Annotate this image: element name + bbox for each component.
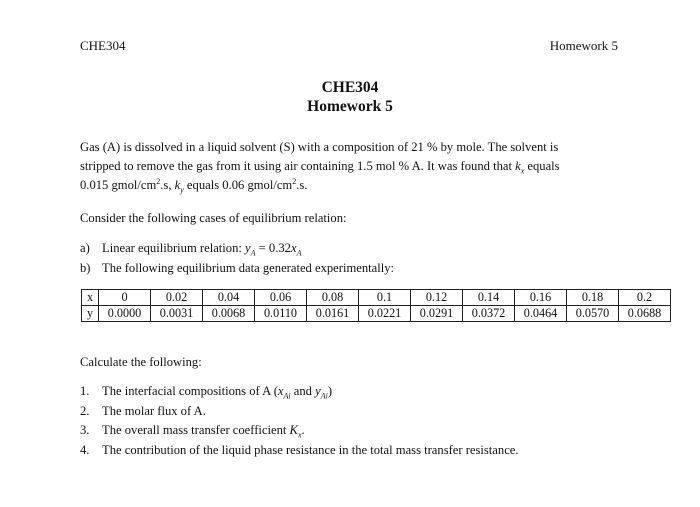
superscript: 2 (156, 176, 161, 186)
header-assignment: Homework 5 (549, 38, 618, 53)
header-course: CHE304 (80, 38, 126, 53)
eq-y-sub: A (250, 248, 256, 258)
xai-symbol: x (277, 384, 284, 398)
eq-x-sub: A (296, 248, 302, 258)
table-cell: 0 (99, 290, 151, 306)
intro-line-1: Gas (A) is dissolved in a liquid solvent (S) with a composition of 21 % by mole. The solvent is (80, 140, 559, 154)
intro-text: .s, (160, 178, 175, 192)
task-number: 3. (80, 423, 90, 437)
table-cell: 0.0000 (99, 306, 151, 322)
case-b (80, 259, 394, 279)
task-text: The contribution of the liquid phase resistance in the total mass transfer resistance. (102, 442, 519, 457)
task-text: . (301, 423, 305, 437)
table-cell: 0.06 (255, 290, 307, 306)
kx-symbol: k (515, 159, 521, 173)
eq-x: x (290, 241, 297, 255)
table-row-x (82, 290, 671, 306)
intro-line-2 (80, 157, 620, 176)
table-cell: 0.2 (619, 290, 671, 306)
intro-text: equals (524, 159, 560, 173)
task-text: ) (327, 384, 333, 398)
task-2 (80, 402, 519, 422)
table-cell: 0.0221 (359, 306, 411, 322)
table-cell: 0.0031 (151, 306, 203, 322)
task-number: 2. (80, 403, 90, 418)
eq-mid: = 0.32 (255, 241, 291, 255)
kx-overall-subscript: x (297, 430, 302, 440)
case-b-text: The following equilibrium data generated experimentally: (102, 260, 395, 275)
table-cell: 0.04 (203, 290, 255, 306)
task-text: The molar flux of A. (102, 403, 206, 418)
eq-y: y (245, 241, 251, 255)
intro-text: equals 0.06 gmol/cm (183, 178, 293, 192)
ky-symbol: k (174, 178, 181, 192)
problem-statement (80, 138, 620, 195)
task-1 (80, 382, 519, 402)
case-a-text: Linear equilibrium relation: (102, 241, 246, 255)
table-cell: 0.08 (307, 290, 359, 306)
intro-text: .s. (296, 178, 308, 192)
table-cell: 0.16 (515, 290, 567, 306)
kx-overall-symbol: K (289, 423, 298, 437)
equilibrium-data-table (81, 289, 671, 322)
yai-symbol: y (315, 384, 321, 398)
title-course: CHE304 (321, 79, 379, 96)
task-number: 1. (80, 384, 90, 398)
yai-subscript: Ai (320, 391, 328, 401)
table-cell: 0.14 (463, 290, 515, 306)
task-list (80, 382, 519, 460)
intro-text: stripped to remove the gas from it using air containing 1.5 mol % A. It was found that (80, 159, 516, 173)
case-a-label: a) (80, 241, 90, 255)
row-label-y: y (82, 306, 99, 322)
table-cell: 0.18 (567, 290, 619, 306)
task-number: 4. (80, 442, 90, 457)
xai-subscript: Ai (283, 391, 291, 401)
superscript: 2 (292, 176, 297, 186)
case-b-label: b) (80, 260, 91, 275)
table-cell: 0.0068 (203, 306, 255, 322)
cases-list (80, 239, 394, 278)
table-cell: 0.0570 (567, 306, 619, 322)
table-cell: 0.0372 (463, 306, 515, 322)
table-cell: 0.0110 (255, 306, 307, 322)
table-cell: 0.02 (151, 290, 203, 306)
task-text: The overall mass transfer coefficient (102, 423, 290, 437)
intro-text: 0.015 gmol/cm (80, 178, 157, 192)
case-a (80, 239, 394, 259)
row-label-x: x (82, 290, 99, 306)
intro-line-3 (80, 176, 620, 195)
cases-intro: Consider the following cases of equilibrium relation: (80, 211, 347, 225)
table-cell: 0.12 (411, 290, 463, 306)
table-cell: 0.1 (359, 290, 411, 306)
ky-subscript: y (180, 185, 184, 195)
task-text: and (290, 384, 316, 398)
task-3 (80, 421, 519, 441)
table-cell: 0.0291 (411, 306, 463, 322)
task-text: The interfacial compositions of A ( (102, 384, 278, 398)
calc-intro: Calculate the following: (80, 355, 202, 369)
table-cell: 0.0688 (619, 306, 671, 322)
kx-subscript: x (520, 166, 525, 176)
title-assignment: Homework 5 (307, 98, 393, 115)
table-cell: 0.0464 (515, 306, 567, 322)
page-title (0, 78, 700, 116)
task-4 (80, 441, 519, 461)
table-cell: 0.0161 (307, 306, 359, 322)
table-row-y (82, 306, 671, 322)
